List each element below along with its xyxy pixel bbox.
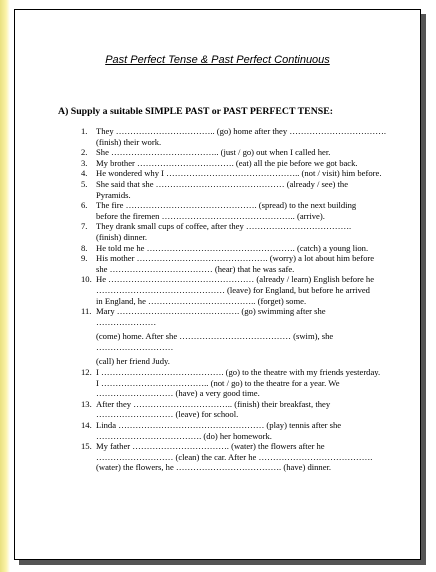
item-text-line: She said that she ……………………………………… (already / see) the bbox=[96, 178, 349, 189]
exercise-instruction: A) Supply a suitable SIMPLE PAST or PAST PERFECT TENSE: bbox=[58, 106, 334, 117]
exercise-item bbox=[81, 126, 416, 147]
item-text-line: Mary ……………………………………. (go) swimming after she bbox=[96, 306, 326, 317]
exercise-item bbox=[81, 243, 416, 254]
item-text-line: She ……………………………….. (just / go) out when I called her. bbox=[96, 147, 331, 158]
exercise-item bbox=[81, 221, 416, 242]
item-text-line: ……………………… (leave) for school. bbox=[96, 409, 239, 420]
item-number: 5. bbox=[81, 178, 88, 189]
item-number: 1. bbox=[81, 126, 88, 136]
item-text-line: Pyramids. bbox=[96, 189, 131, 200]
item-text-line: Linda …………………………………………… (play) tennis after she bbox=[96, 420, 342, 431]
item-text-line: He told me he ……………………………………………. (catch) a young lion. bbox=[96, 242, 369, 253]
item-text-line: His mother ………………………………………. (worry) a lot about him before bbox=[96, 253, 375, 264]
item-text-line: I ……………………………………. (go) to the theatre with my friends yesterday. bbox=[96, 367, 381, 378]
item-number: 14. bbox=[81, 420, 92, 431]
exercise-item bbox=[81, 158, 416, 169]
item-text-line: ……………………………………… (leave) for England, but before he arrived bbox=[96, 284, 370, 295]
item-number: 15. bbox=[81, 441, 92, 452]
item-number: 13. bbox=[81, 398, 92, 409]
item-text-line: My brother ……………………………. (eat) all the pie before we got back. bbox=[96, 157, 358, 168]
exercise-item bbox=[81, 441, 416, 473]
yellow-margin-strip bbox=[0, 0, 10, 572]
item-text-line: He …………………………………………… (already / learn) English before he bbox=[96, 274, 375, 285]
item-number: 9. bbox=[81, 253, 88, 264]
item-text-line: My father ……………………………. (water) the flowers after he bbox=[96, 441, 325, 452]
item-text-line: (finish) their work. bbox=[96, 136, 162, 147]
item-number: 11. bbox=[81, 306, 92, 317]
exercise-item bbox=[81, 147, 416, 158]
item-number: 4. bbox=[81, 168, 88, 179]
exercise-item bbox=[81, 367, 416, 399]
item-text-line: The fire ………………………………………. (spread) to the next building bbox=[96, 200, 357, 211]
item-text-line: ………………… bbox=[96, 316, 157, 327]
exercise-item bbox=[81, 306, 416, 367]
item-text-line: ……………………… (have) a very good time. bbox=[96, 388, 260, 399]
item-number: 10. bbox=[81, 274, 92, 285]
item-number: 2. bbox=[81, 147, 88, 158]
item-text-line: ………………………………. (do) her homework. bbox=[96, 430, 272, 441]
item-text-line: (come) home. After she ………………………………… (swim), she bbox=[96, 331, 334, 342]
item-number: 12. bbox=[81, 367, 92, 378]
worksheet-title: Past Perfect Tense & Past Perfect Continuous bbox=[105, 54, 330, 66]
item-number: 7. bbox=[81, 221, 88, 232]
exercise-item bbox=[81, 274, 416, 306]
item-text-line: He wondered why I ……………………………………….. (not / visit) him before. bbox=[96, 168, 382, 179]
item-text-line: I ……………………………….. (not / go) to the theatre for a year. We bbox=[96, 377, 340, 388]
exercise-item bbox=[81, 200, 416, 221]
exercise-item bbox=[81, 253, 416, 274]
item-text-line: They drank small cups of coffee, after they ………………………………. bbox=[96, 221, 352, 232]
worksheet-page bbox=[14, 9, 421, 560]
item-number: 8. bbox=[81, 242, 88, 253]
item-text-line: (call) her friend Judy. bbox=[96, 356, 170, 367]
exercise-item bbox=[81, 420, 416, 441]
item-text-line: They …………………………….. (go) home after they ……………………………. bbox=[96, 126, 387, 136]
item-text-line: ……………………… bbox=[96, 341, 174, 352]
exercise-item bbox=[81, 179, 416, 200]
item-text-line: before the firemen ……………………………………….. (arrive). bbox=[96, 210, 325, 221]
item-text-line: she ……………………………… (hear) that he was safe. bbox=[96, 263, 295, 274]
exercise-item bbox=[81, 168, 416, 179]
item-number: 6. bbox=[81, 200, 88, 211]
exercise-item bbox=[81, 399, 416, 420]
exercise-list bbox=[81, 126, 416, 473]
item-text-line: ……………………… (clean) the car. After he …………………………………. bbox=[96, 451, 373, 462]
item-text-line: After they …………………………….. (finish) their breakfast, they bbox=[96, 398, 331, 409]
item-text-line: in England, he ……………………………….. (forget) some. bbox=[96, 295, 307, 306]
item-text-line: (water) the flowers, he ………………………………. (have) dinner. bbox=[96, 462, 332, 473]
item-number: 3. bbox=[81, 157, 88, 168]
item-text-line: (finish) dinner. bbox=[96, 231, 148, 242]
